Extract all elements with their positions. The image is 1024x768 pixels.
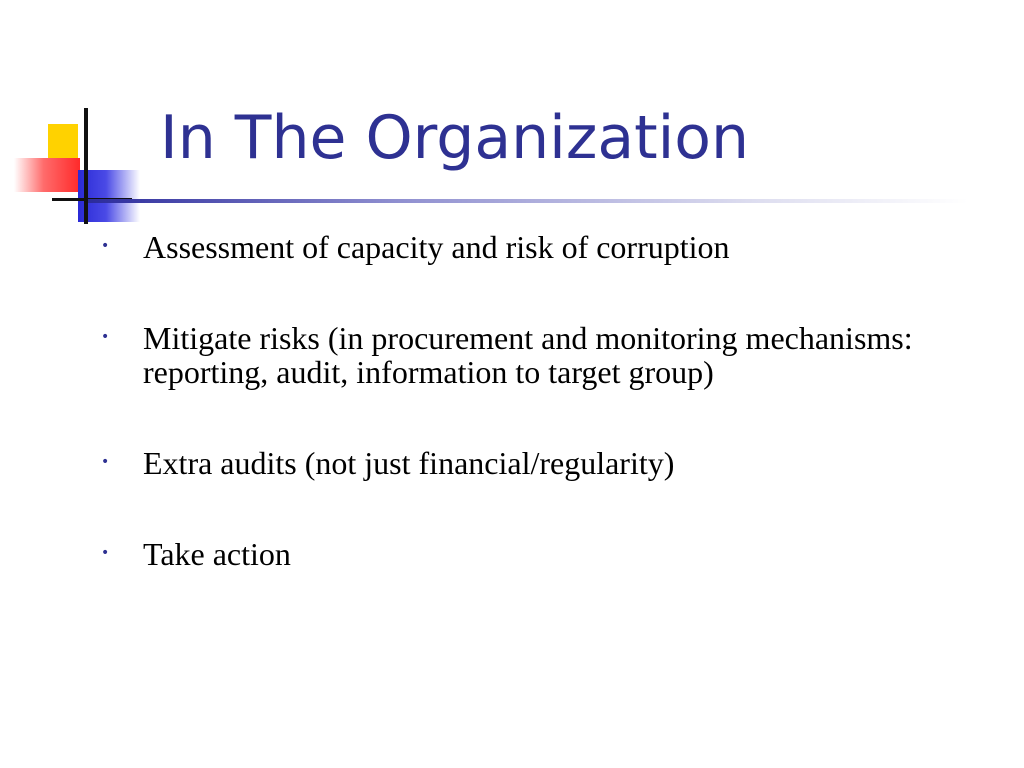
bullet-item	[100, 537, 940, 571]
slide-title: In The Organization	[160, 103, 750, 173]
bullet-text: Assessment of capacity and risk of corruption	[143, 229, 730, 265]
decorative-logo	[0, 0, 160, 240]
bullet-item	[100, 446, 940, 480]
bullet-text: Extra audits (not just financial/regularity)	[143, 445, 675, 481]
title-underline	[88, 199, 968, 203]
bullet-text: Take action	[143, 536, 291, 572]
bullet-item	[100, 230, 940, 264]
red-square	[14, 158, 80, 192]
bullet-text: Mitigate risks (in procurement and monitoring mechanisms: reporting, audit, information to target group)	[143, 320, 913, 390]
bullet-item	[100, 321, 940, 389]
bullet-icon: •	[101, 545, 110, 561]
vertical-rule	[84, 108, 88, 224]
bullet-icon: •	[101, 238, 110, 254]
bullet-icon: •	[101, 329, 110, 345]
bullet-icon: •	[101, 454, 110, 470]
bullet-list	[100, 230, 940, 628]
